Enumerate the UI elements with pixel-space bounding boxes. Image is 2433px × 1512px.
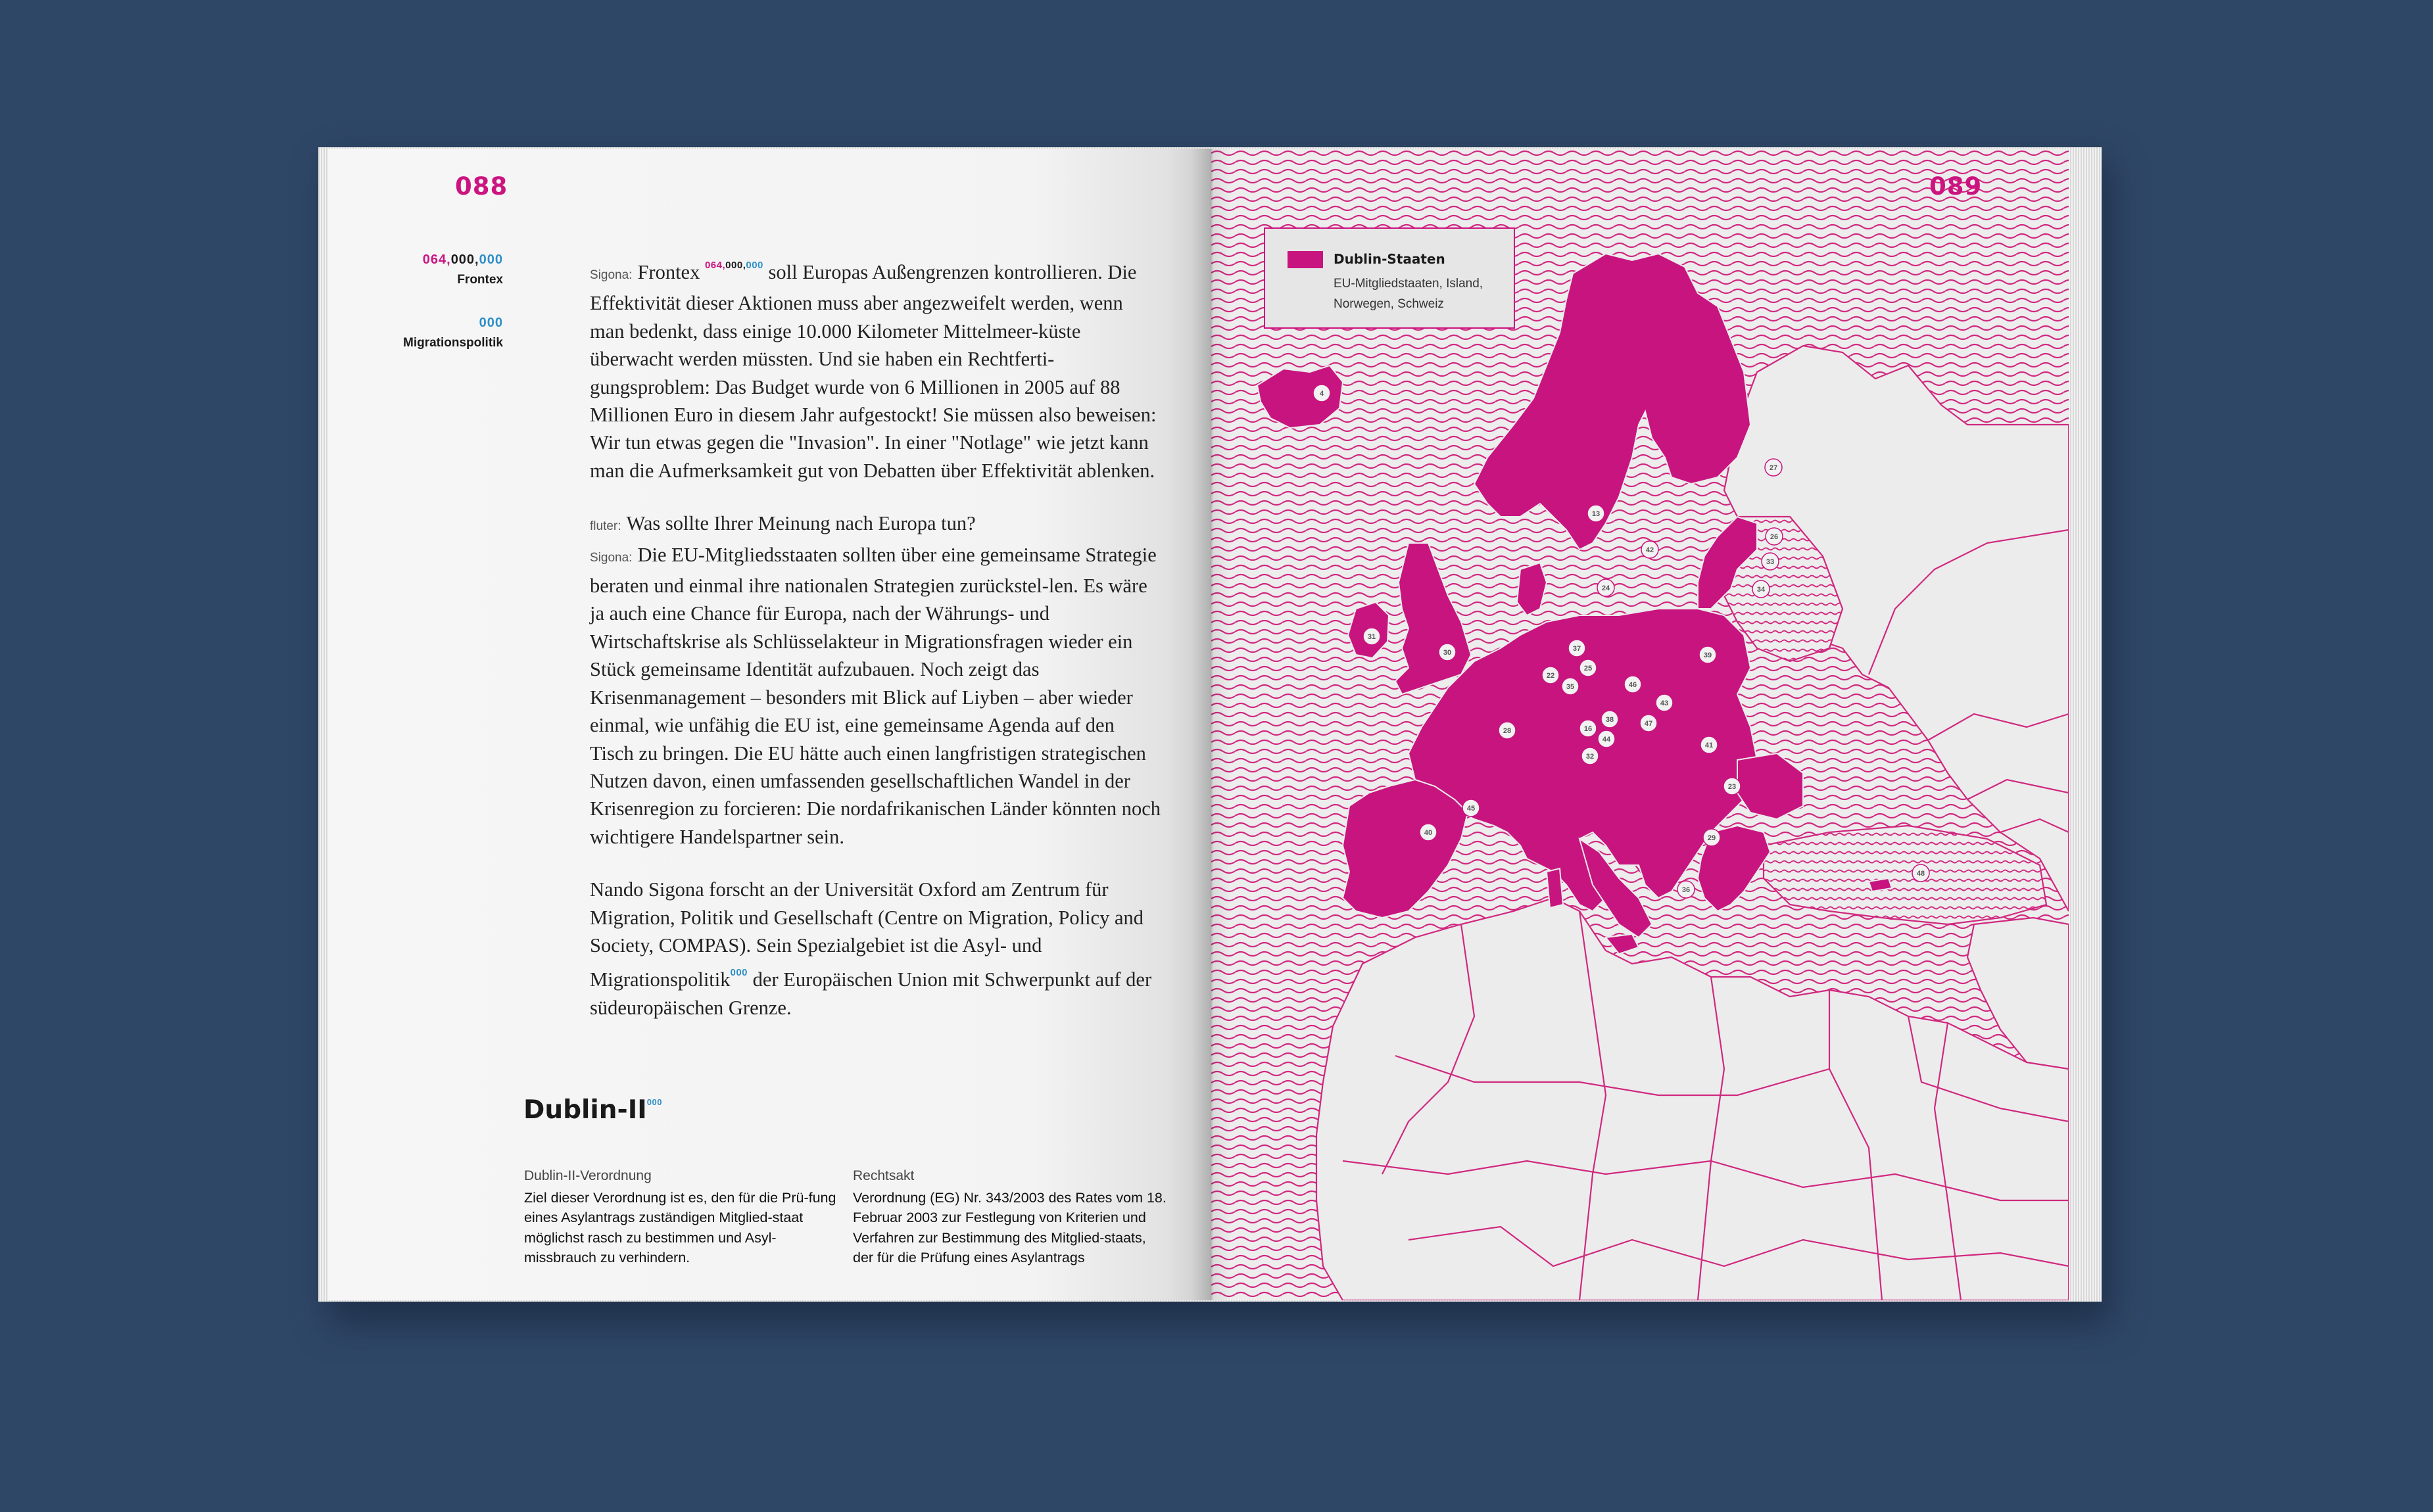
legend-title: Dublin-Staaten — [1334, 251, 1445, 267]
column-heading: Rechtsakt — [853, 1168, 915, 1183]
code-part: 000 — [479, 316, 503, 330]
country-badge — [1723, 778, 1741, 795]
paragraph-frontex — [590, 252, 1162, 484]
heading-text: Dublin-II — [523, 1095, 647, 1125]
badge-label: 43 — [1660, 699, 1669, 707]
badge-label: 36 — [1681, 886, 1691, 894]
country-badge — [1699, 646, 1716, 663]
badge-label: 38 — [1605, 716, 1614, 724]
footnote-code: 000 — [730, 967, 748, 979]
speaker-label: Sigona: — [590, 550, 633, 565]
code-part: 000, — [450, 252, 479, 267]
country-badge — [1752, 580, 1770, 598]
column-heading: Dublin-II-Verordnung — [524, 1168, 652, 1183]
badge-label: 28 — [1503, 727, 1512, 735]
badge-label: 25 — [1583, 665, 1593, 673]
country-badge — [1641, 541, 1658, 558]
page-number-left: 088 — [455, 172, 508, 201]
paragraph-text: der Europäischen Union mit Schwerpunkt auf der südeuropäischen Grenze. — [590, 968, 1152, 1019]
country-badge — [1439, 644, 1456, 661]
margin-note-label: Frontex — [457, 273, 503, 287]
dublin-column-1 — [524, 1166, 841, 1268]
column-text: Verordnung (EG) Nr. 343/2003 des Rates vom 18. Februar 2003 zur Festlegung von Kriterien und Verfahren zur Bestimmung des Mitglied-staats, der für die Prüfung eines Asylantrags — [853, 1189, 1167, 1265]
country-badge — [1677, 881, 1695, 898]
legend-subtitle: EU-Mitgliedstaaten, Island, Norwegen, Schweiz — [1334, 277, 1483, 311]
badge-label: 41 — [1704, 742, 1714, 749]
column-text: Ziel dieser Verordnung ist es, den für die Prü-fung eines Asylantrags zuständigen Mitglied-staat möglichst rasch zu bestimmen und Asyl-missbrauch zu verhindern. — [524, 1189, 836, 1265]
badge-label: 33 — [1766, 558, 1775, 566]
badge-label: 47 — [1644, 720, 1653, 728]
country-badge — [1581, 747, 1599, 765]
country-badge — [1703, 829, 1720, 846]
badge-label: 40 — [1424, 829, 1433, 837]
badge-label: 39 — [1703, 651, 1712, 659]
question-text: Was sollte Ihrer Meinung nach Europa tun? — [626, 512, 976, 535]
right-page — [1211, 149, 2069, 1300]
margin-note-label: Migrationspolitik — [403, 336, 503, 350]
margin-note-code — [380, 316, 503, 331]
speaker-label: Sigona: — [590, 268, 633, 282]
badge-label: 48 — [1916, 870, 1925, 878]
map-legend — [1264, 227, 1515, 329]
country-badge — [1765, 459, 1782, 476]
heading-footnote: 000 — [646, 1097, 662, 1107]
country-badge — [1597, 579, 1614, 596]
legend-swatch — [1288, 251, 1323, 268]
badge-label: 35 — [1566, 683, 1575, 691]
country-badge — [1579, 720, 1597, 737]
badge-label: 45 — [1466, 805, 1476, 813]
badge-label: 23 — [1727, 783, 1737, 791]
badge-label: 13 — [1591, 510, 1601, 518]
country-badge — [1598, 730, 1615, 747]
badge-label: 44 — [1602, 736, 1611, 744]
badge-label: 32 — [1585, 753, 1595, 761]
paragraph-lead: Frontex — [637, 261, 700, 283]
country-badge — [1579, 659, 1597, 676]
badge-label: 42 — [1645, 546, 1654, 554]
country-badge — [1542, 667, 1559, 684]
country-badge — [1562, 678, 1579, 695]
country-badge — [1624, 676, 1641, 693]
country-badge — [1363, 628, 1380, 645]
country-badge — [1601, 711, 1618, 728]
sup-part: 064, — [704, 260, 726, 271]
margin-note-migrationspolitik — [380, 316, 503, 350]
country-badge — [1313, 385, 1330, 402]
code-part: 000 — [479, 252, 503, 267]
paragraph-author-bio — [590, 876, 1162, 1022]
badge-label: 22 — [1546, 672, 1555, 680]
sup-part: 000, — [725, 260, 746, 271]
interview-body-text — [590, 252, 1162, 1047]
country-badge — [1912, 864, 1929, 882]
speaker-label: fluter: — [590, 519, 621, 534]
paragraph-lead: Nando Sigona forscht an der Universität Oxford am Zentrum für Migration, Politik und Gesellschaft (Centre on Migration, Policy and Society, COMPAS). Sein Spezialgebiet ist die Asyl- und Migrationspolitik — [590, 878, 1144, 991]
country-badge — [1420, 824, 1437, 841]
badge-label: 31 — [1367, 633, 1376, 641]
badge-label: 16 — [1583, 725, 1593, 733]
badge-label: 4 — [1319, 390, 1324, 398]
badge-label: 26 — [1770, 533, 1779, 541]
footnote-code — [705, 260, 763, 271]
dublin-column-2 — [853, 1166, 1167, 1268]
sup-part: 000 — [746, 260, 763, 271]
dublin-heading — [523, 1095, 662, 1125]
badge-label: 46 — [1628, 681, 1637, 689]
country-badge — [1700, 736, 1718, 753]
paragraph-text: soll Europas Außengrenzen kontrollieren. Die Effektivität dieser Aktionen muss aber angezweifelt werden, wenn man bedenkt, dass einige 10.000 Kilometer Mittelmeer-küste überwacht werden müssten. Und sie haben ein Rechtferti-gungsproblem: Das Budget wurde von 6 Millionen in 2005 auf 88 Millionen Euro in diesem Jahr aufgestockt! Sie müssen also beweisen: Wir tun etwas gegen die "Invasion". In einer "Notlage" wie jetzt kann man die Aufmerksamkeit gut von Debatten über Effektivität ablenken. — [590, 261, 1157, 482]
badge-label: 37 — [1572, 645, 1581, 653]
paragraph-question-answer — [590, 509, 1162, 851]
answer-text: Die EU-Mitgliedsstaaten sollten über eine gemeinsame Strategie beraten und einmal ihre nationalen Strategien zurückstel-len. Es wäre ja auch eine Chance für Europa, nach der Währungs- und Wirtschaftskrise als Schlüsselakteur in Migrationsfragen wieder ein Stück gemeinsame Identität aufzubauen. Noch zeigt das Krisenmanagement – besonders mit Blick auf Liyben – aber wieder einmal, wie unfähig die EU ist, eine gemeinsame Agenda auf den Tisch zu bringen. Die EU hätte auch einen langfristigen strategischen Nutzen davon, einen umfassenden gesellschaftlichen Wandel in der Krisenregion zu forcieren: Die nordafrikanischen Länder könnten noch wichtigere Handelspartner sein. — [590, 543, 1161, 848]
country-badge — [1568, 640, 1585, 657]
country-badge — [1766, 528, 1783, 545]
country-badge — [1499, 722, 1516, 739]
badge-label: 29 — [1707, 834, 1716, 842]
country-badge — [1462, 799, 1480, 816]
margin-note-frontex — [400, 252, 503, 287]
country-badge — [1762, 553, 1779, 570]
badge-label: 24 — [1601, 584, 1610, 592]
code-part: 064, — [422, 252, 451, 267]
country-badge — [1587, 505, 1604, 522]
page-number-right: 089 — [1929, 172, 1983, 201]
country-badge — [1656, 694, 1673, 711]
margin-note-code — [400, 252, 503, 268]
country-badge — [1640, 715, 1657, 732]
badge-label: 30 — [1443, 649, 1452, 657]
badge-label: 27 — [1769, 464, 1778, 472]
badge-label: 34 — [1756, 586, 1766, 594]
